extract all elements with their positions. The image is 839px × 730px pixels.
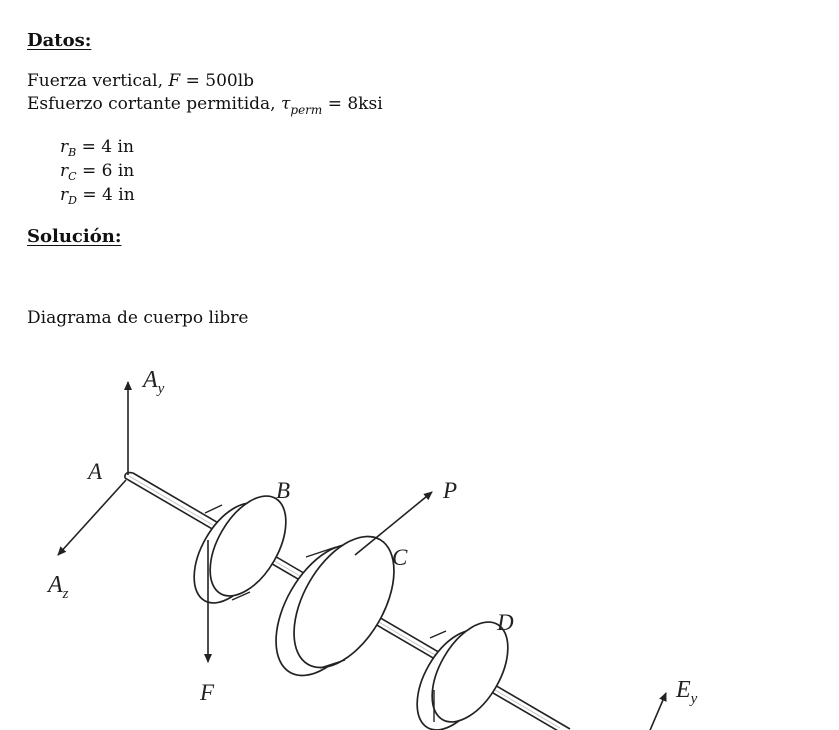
- datos-heading: Datos:: [27, 30, 92, 51]
- force-ey-arrow: [648, 693, 666, 730]
- label-ay: $A_y$: [143, 367, 165, 397]
- force-az-arrow: [58, 480, 126, 555]
- label-c: C: [392, 545, 408, 570]
- esfuerzo-value: 8ksi: [347, 94, 383, 114]
- fuerza-symbol: F: [168, 71, 181, 91]
- label-a: A: [88, 459, 103, 484]
- diagram-caption: Diagrama de cuerpo libre: [27, 308, 249, 328]
- fuerza-line: Fuerza vertical, F = 500lb: [27, 71, 255, 91]
- free-body-diagram: [0, 350, 839, 730]
- esfuerzo-line: Esfuerzo cortante permitida, $\tau_{perm} = 8ksi$: [27, 94, 383, 117]
- label-ey: $E_y$: [676, 677, 698, 707]
- radius-b-line: $r_B = 4$ in: [60, 137, 134, 159]
- disk-b: [179, 483, 302, 615]
- fuerza-value: 500lb: [205, 71, 255, 91]
- esfuerzo-label: Esfuerzo cortante permitida,: [27, 94, 276, 114]
- radius-c-value: 6 in: [101, 161, 135, 181]
- label-p: P: [443, 478, 458, 503]
- radius-d-line: $r_D = 4$ in: [60, 185, 135, 207]
- label-d: D: [497, 610, 514, 635]
- radius-c-line: $r_C = 6$ in: [60, 161, 135, 183]
- solucion-heading: Solución:: [27, 226, 122, 247]
- label-az: $A_z$: [48, 572, 69, 602]
- label-b: B: [276, 478, 291, 503]
- radius-d-value: 4 in: [102, 185, 135, 205]
- label-f: F: [200, 680, 215, 705]
- esfuerzo-sub: perm: [290, 103, 323, 117]
- fuerza-label: Fuerza vertical,: [27, 71, 163, 91]
- radius-b-value: 4 in: [101, 137, 134, 157]
- esfuerzo-symbol: τ: [280, 94, 291, 114]
